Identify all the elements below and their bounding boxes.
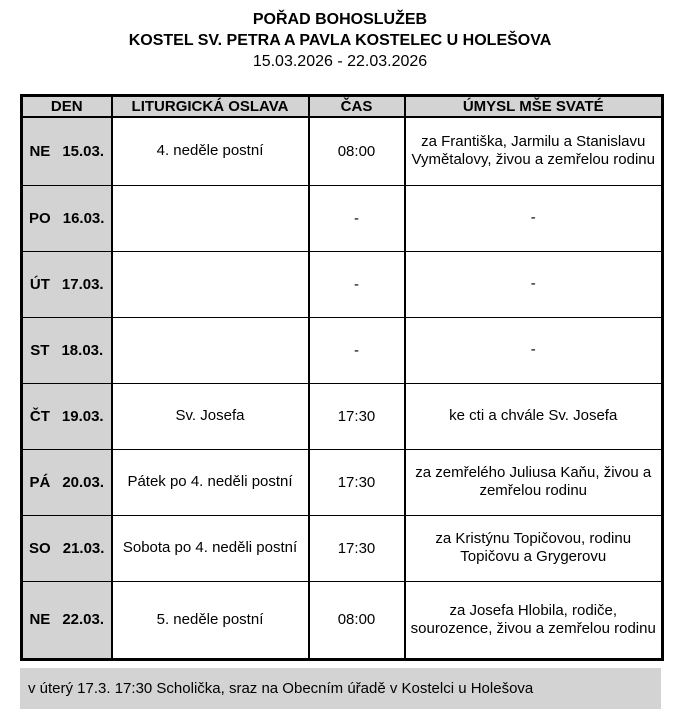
table-row [22,449,663,515]
celebration-cell [112,317,309,383]
celebration-cell: Sobota po 4. neděli postní [112,515,309,581]
page-subtitle: KOSTEL SV. PETRA A PAVLA KOSTELEC U HOLEŠOVA [128,32,552,49]
column-header-umysl: ÚMYSL MŠE SVATÉ [405,96,663,118]
day-abbr: ČT [29,407,50,425]
time-cell: 08:00 [309,117,405,185]
footer-note-bar [20,668,661,709]
page-title: POŘAD BOHOSLUŽEB [252,11,428,28]
time-cell: - [309,185,405,251]
day-date: 18.03. [61,341,104,359]
day-cell [22,185,112,251]
table-row [22,383,663,449]
day-abbr: PO [29,209,51,227]
date-range: 15.03.2026 - 22.03.2026 [252,53,428,70]
intention-cell: - [405,185,663,251]
column-header-liturgicka-oslava: LITURGICKÁ OSLAVA [112,96,309,118]
day-abbr: ÚT [29,275,50,293]
day-cell [22,317,112,383]
day-abbr: NE [29,142,51,160]
day-cell [22,581,112,659]
intention-cell: - [405,317,663,383]
celebration-cell: Pátek po 4. neděli postní [112,449,309,515]
day-abbr: NE [29,611,51,628]
day-abbr: ST [30,341,50,359]
celebration-cell: Sv. Josefa [112,383,309,449]
day-cell [22,251,112,317]
day-date: 22.03. [62,611,105,628]
schedule-header-row [22,96,663,118]
column-header-cas: ČAS [309,96,405,118]
time-cell: 17:30 [309,515,405,581]
celebration-cell: 5. neděle postní [112,581,309,659]
day-cell [22,117,112,185]
intention-cell: za Františka, Jarmilu a Stanislavu Vymětalovy, živou a zemřelou rodinu [405,117,663,185]
day-date: 15.03. [62,142,105,160]
day-date: 16.03. [62,209,105,227]
table-row [22,251,663,317]
schedule-table [20,94,664,661]
intention-cell: ke cti a chvále Sv. Josefa [405,383,663,449]
day-date: 21.03. [62,539,105,557]
time-cell: 17:30 [309,383,405,449]
day-date: 19.03. [61,407,104,425]
day-abbr: PÁ [29,473,51,491]
day-date: 20.03. [62,473,105,491]
celebration-cell [112,251,309,317]
table-row [22,117,663,185]
footer-note: v úterý 17.3. 17:30 Scholička, sraz na Obecním úřadě v Kostelci u Holešova [28,680,534,697]
time-cell: - [309,251,405,317]
intention-cell: - [405,251,663,317]
day-cell [22,449,112,515]
time-cell: - [309,317,405,383]
day-date: 17.03. [61,275,104,293]
celebration-cell [112,185,309,251]
intention-cell: za Kristýnu Topičovou, rodinu Topičovu a Grygerovu [405,515,663,581]
day-cell [22,383,112,449]
schedule-body [22,117,663,659]
time-cell: 08:00 [309,581,405,659]
table-row [22,515,663,581]
time-cell: 17:30 [309,449,405,515]
table-row [22,185,663,251]
document-header [0,0,680,72]
column-header-den: DEN [22,96,112,118]
day-cell [22,515,112,581]
day-abbr: SO [29,539,51,557]
celebration-cell: 4. neděle postní [112,117,309,185]
table-row [22,317,663,383]
intention-cell: za Josefa Hlobila, rodiče, sourozence, živou a zemřelou rodinu [405,581,663,659]
schedule-table-container [20,94,680,661]
table-row [22,581,663,659]
intention-cell: za zemřelého Juliusa Kaňu, živou a zemřelou rodinu [405,449,663,515]
